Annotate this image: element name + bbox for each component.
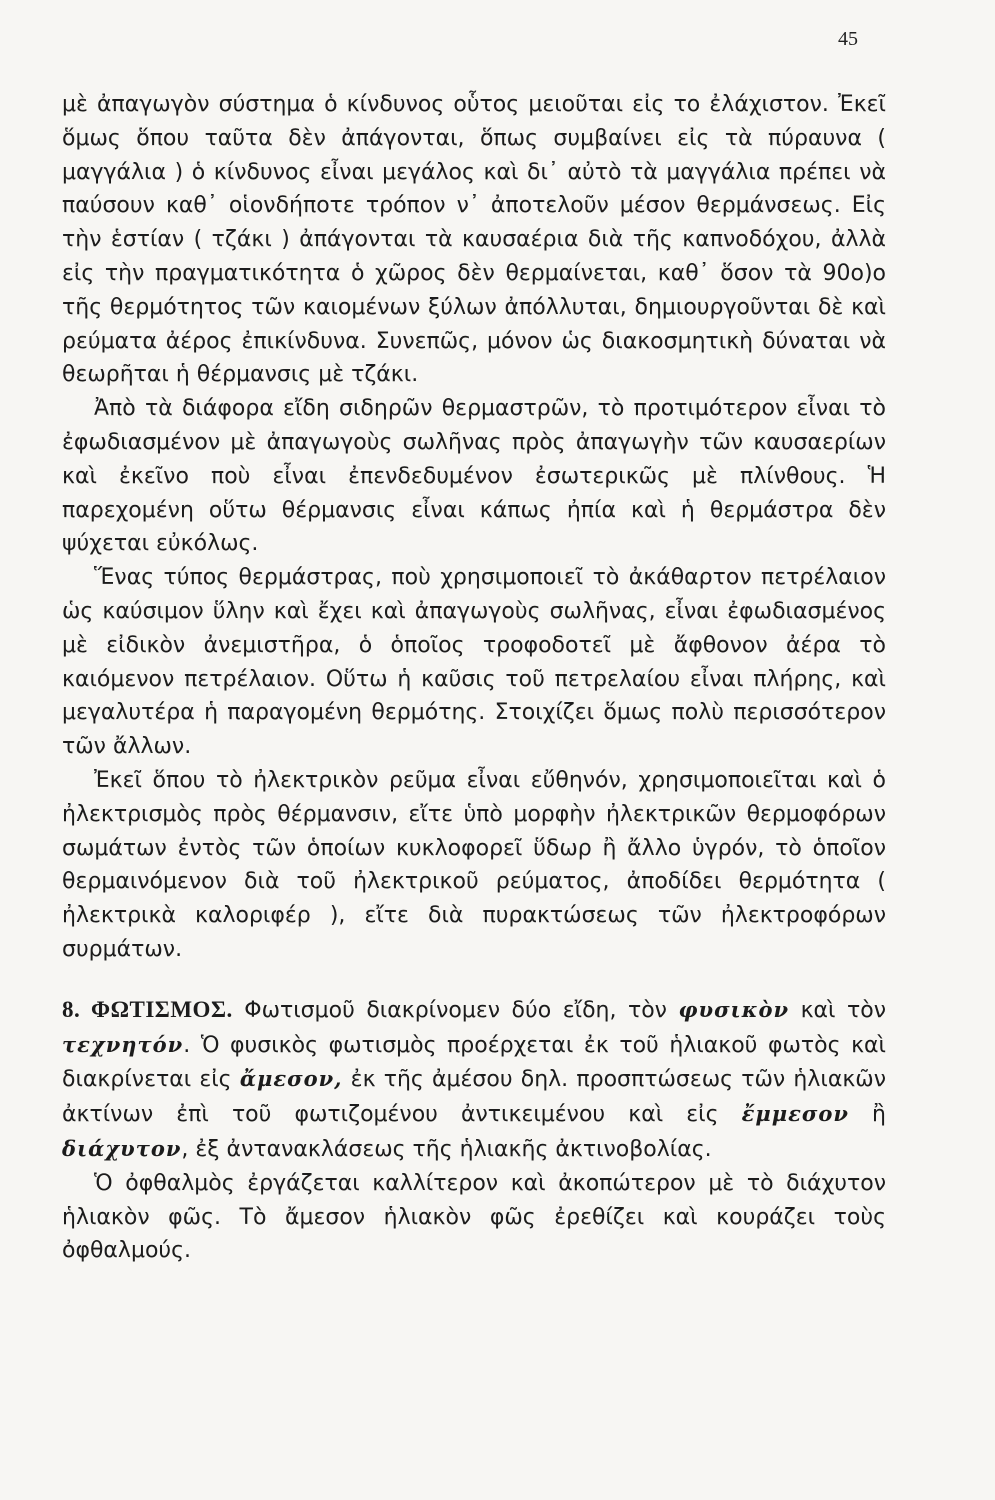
page-number: 45 <box>838 28 858 50</box>
paragraph-fireplace-hazards: μὲ ἀπαγωγὸν σύστημα ὁ κίνδυνος οὗτος μειοῦται εἰς το ἐλάχιστον. Ἐκεῖ ὅμως ὅπου ταῦτα δὲν ἀπάγονται, ὅπως συμβαίνει εἰς τὰ πύραυνα ( μαγγάλια ) ὁ κίνδυνος εἶναι μεγάλος καὶ δι᾽ αὐτὸ τὰ μαγγάλια πρέπει νὰ παύσουν καθ᾽ οἱονδήποτε τρόπον ν᾽ ἀποτελοῦν μέσον θερμάνσεως. Εἰς τὴν ἑστίαν ( τζάκι ) ἀπάγονται τὰ καυσαέρια διὰ τῆς καπνοδόχου, ἀλλὰ εἰς τὴν πραγματικότητα ὁ χῶρος δὲν θερμαίνεται, καθ᾽ ὅσον τὰ 90ο)ο τῆς θερμότητος τῶν καιομένων ξύλων ἀπόλλυται, δημιουργοῦνται δὲ καὶ ρεύματα ἀέρος ἐπικίνδυνα. Συνεπῶς, μόνον ὡς διακοσμητικὴ δύναται νὰ θεωρῆται ἡ θέρμανσις μὲ τζάκι. <box>62 92 886 388</box>
term-artificial: τεχνητόν <box>62 1031 184 1057</box>
term-natural: φυσικὸν <box>678 996 790 1022</box>
section-text-b: καὶ τὸν <box>789 997 886 1023</box>
section-text-f: , ἐξ ἀντανακλάσεως τῆς ἡλιακῆς ἀκτινοβολίας. <box>181 1136 712 1162</box>
section-heading: 8. ΦΩΤΙΣΜΟΣ. <box>62 996 233 1022</box>
body-text <box>62 88 886 1268</box>
section-text-a: Φωτισμοῦ διακρίνομεν δύο εἴδη, τὸν <box>232 997 679 1023</box>
term-diffuse: διάχυτον <box>62 1135 182 1161</box>
paragraph-oil-stove: Ἕνας τύπος θερμάστρας, ποὺ χρησιμοποιεῖ τὸ ἀκάθαρτον πετρέλαιον ὡς καύσιμον ὕλην καὶ ἔχει καὶ ἀπαγωγοὺς σωλῆνας, εἶναι ἐφωδιασμένος μὲ εἰδικὸν ἀνεμιστῆρα, ὁ ὁποῖος τροφοδοτεῖ μὲ ἄφθονον ἀέρα τὸ καιόμενον πετρέλαιον. Οὕτω ἡ καῦσις τοῦ πετρελαίου εἶναι πλήρης, καὶ μεγαλυτέρα ἡ παραγομένη θερμότης. Στοιχίζει ὅμως πολὺ περισσότερον τῶν ἄλλων. <box>62 565 886 760</box>
paragraph-electric-heating: Ἐκεῖ ὅπου τὸ ἠλεκτρικὸν ρεῦμα εἶναι εὔθηνόν, χρησιμοποιεῖται καὶ ὁ ἠλεκτρισμὸς πρὸς θέρμανσιν, εἴτε ὑπὸ μορφὴν ἠλεκτρικῶν θερμοφόρων σωμάτων ἐντὸς τῶν ὁποίων κυκλοφορεῖ ὕδωρ ἢ ἄλλο ὑγρόν, τὸ ὁποῖον θερμαινόμενον διὰ τοῦ ἠλεκτρικοῦ ρεύματος, ἀποδίδει θερμότητα ( ἠλεκτρικὰ καλοριφέρ ), εἴτε διὰ πυρακτώσεως τῶν ἠλεκτροφόρων συρμάτων. <box>62 767 886 962</box>
term-indirect: ἔμμεσον <box>741 1101 849 1127</box>
section-lighting <box>62 993 886 1167</box>
paragraph-iron-stoves: Ἀπὸ τὰ διάφορα εἴδη σιδηρῶν θερμαστρῶν, τὸ προτιμότερον εἶναι τὸ ἐφωδιασμένον μὲ ἀπαγωγοὺς σωλῆνας πρὸς ἀπαγωγὴν τῶν καυσαερίων καὶ ἐκεῖνο ποὺ εἶναι ἐπενδεδυμένον ἐσωτερικῶς μὲ πλίνθους. Ἡ παρεχομένη οὕτω θέρμανσις εἶναι κάπως ἠπία καὶ ἡ θερμάστρα δὲν ψύχεται εὐκόλως. <box>62 396 886 557</box>
section-text-d: ἐκ τῆς ἀμέσου δηλ. προσπτώσεως τῶν ἡλιακῶν ἀκτίνων ἐπὶ τοῦ φωτιζομένου ἀντικειμένου καὶ εἰς <box>62 1067 887 1128</box>
term-direct: ἄμεσον, <box>239 1066 343 1092</box>
paragraph-eye-comfort: Ὁ ὀφθαλμὸς ἐργάζεται καλλίτερον καὶ ἀκοπώτερον μὲ τὸ διάχυτον ἡλιακὸν φῶς. Τὸ ἄμεσον ἡλιακὸν φῶς ἐρεθίζει καὶ κουράζει τοὺς ὀφθαλμούς. <box>62 1170 886 1264</box>
section-text-e: ἢ <box>848 1102 886 1128</box>
section-text-c: . Ὁ φυσικὸς φωτισμὸς προέρχεται ἐκ τοῦ ἡλιακοῦ φωτὸς καὶ διακρίνεται εἰς <box>62 1032 886 1093</box>
